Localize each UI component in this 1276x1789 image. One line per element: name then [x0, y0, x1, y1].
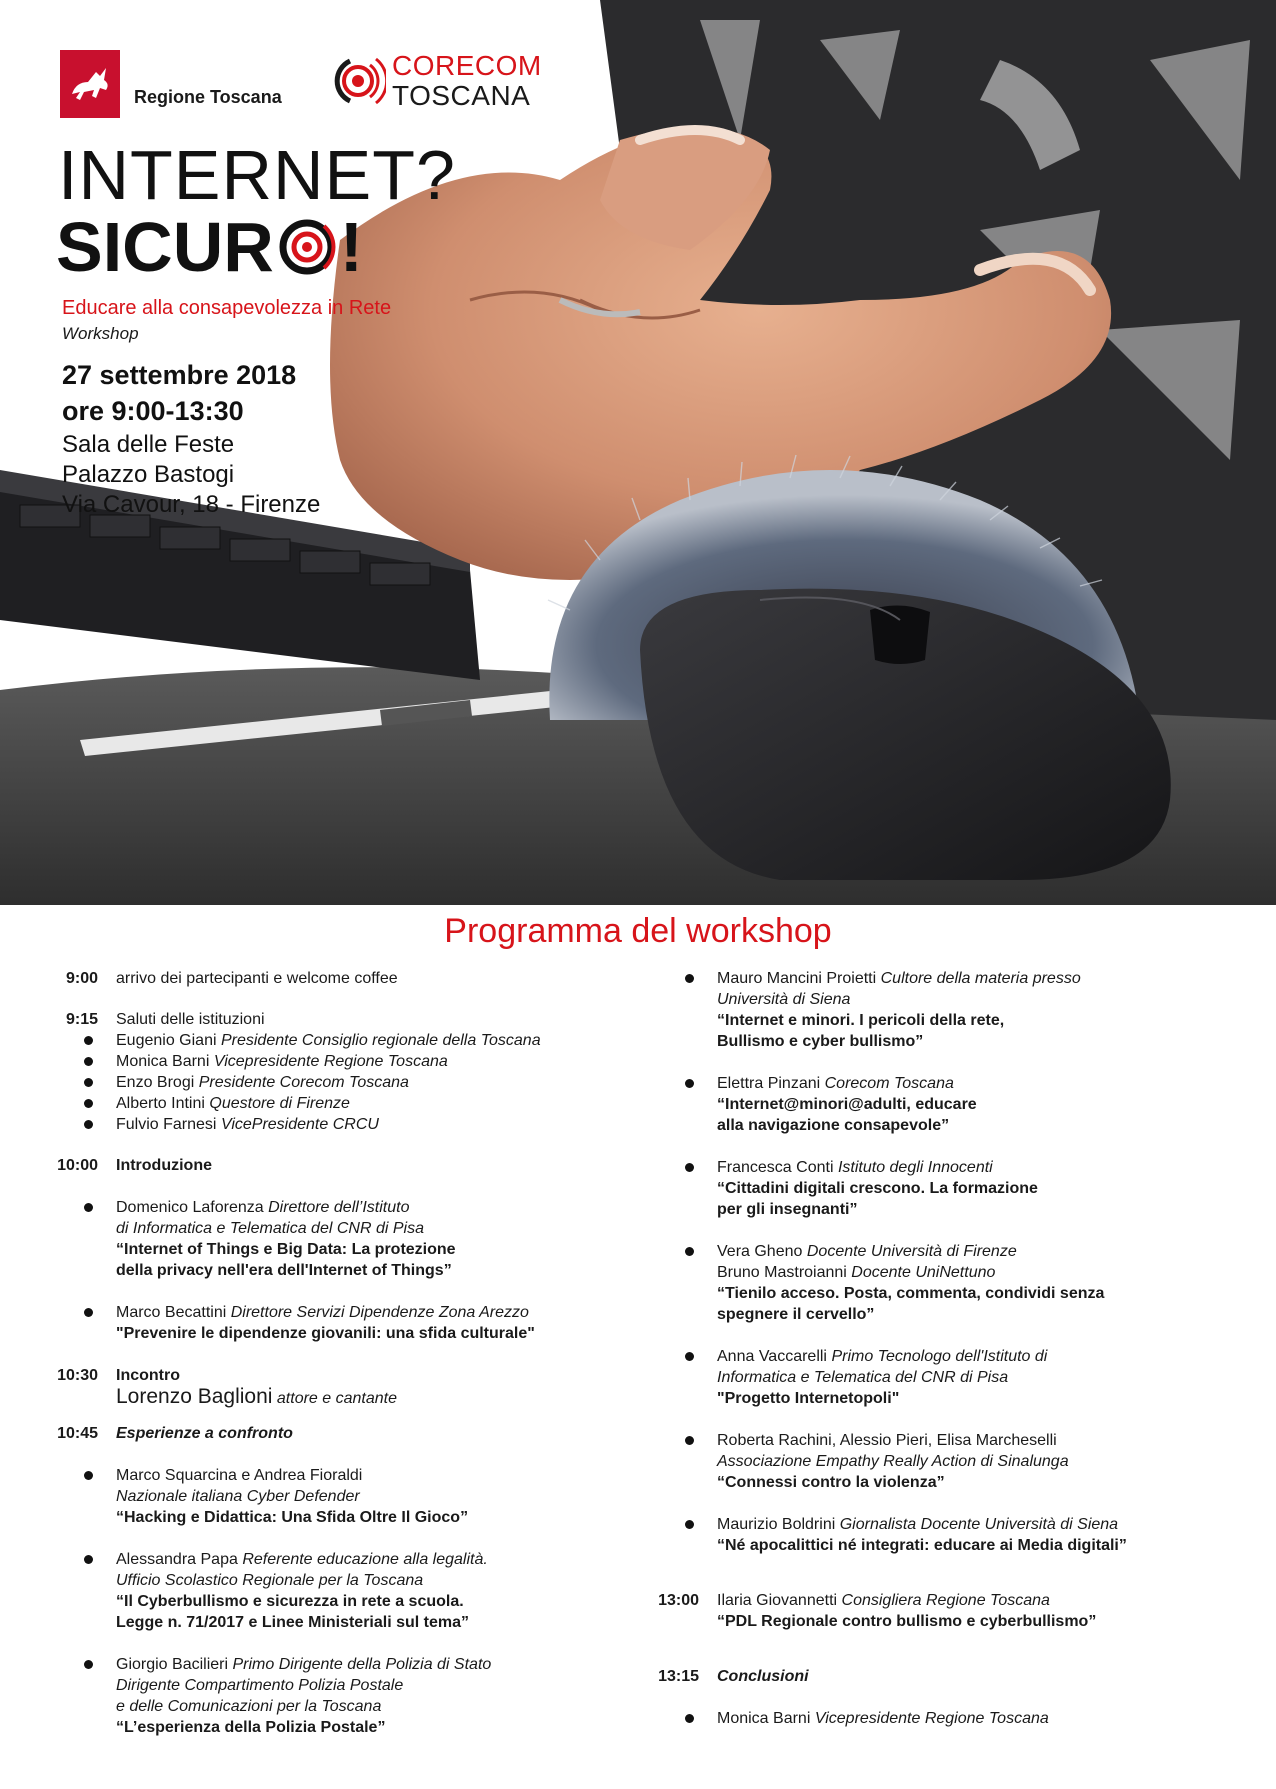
speaker-role: Vicepresidente Regione Toscana: [814, 1710, 1049, 1727]
speaker-role: Consigliera Regione Toscana: [841, 1592, 1050, 1609]
speaker-role: Corecom Toscana: [824, 1075, 954, 1092]
list-item: [645, 1241, 1265, 1325]
slot-time: 10:45: [57, 1425, 98, 1442]
list-item: [645, 1430, 1265, 1493]
list-item: [645, 1157, 1265, 1220]
list-item: [645, 1514, 1265, 1556]
slot-time: 9:00: [65, 970, 98, 987]
bullet-icon: [84, 1660, 93, 1669]
corecom-name: CORECOM: [392, 50, 542, 81]
speaker-name: Marco Squarcina e Andrea Fioraldi: [116, 1467, 363, 1484]
pegasus-icon: [60, 50, 120, 118]
event-type: Workshop: [62, 324, 139, 343]
talk-title: della privacy nell'era dell'Internet of Things”: [116, 1262, 452, 1279]
subtitle: Educare alla consapevolezza in Rete: [62, 297, 392, 319]
corecom-region: TOSCANA: [392, 80, 531, 111]
speaker-role: Cultore della materia presso: [880, 970, 1081, 987]
program-left-column: [44, 968, 639, 1738]
speaker-role: Direttore dell’Istituto: [268, 1199, 410, 1216]
slot-10-30: [44, 1365, 639, 1409]
corecom-logo: [330, 52, 542, 110]
bullet-icon: [685, 1163, 694, 1172]
talk-title: “L’esperienza della Polizia Postale”: [116, 1719, 386, 1736]
speaker-name: Domenico Laforenza: [116, 1199, 264, 1216]
bullet-icon: [84, 1057, 93, 1066]
speaker-role: Vicepresidente Regione Toscana: [213, 1053, 448, 1070]
talk-title: Bullismo e cyber bullismo”: [717, 1033, 924, 1050]
bullet-icon: [84, 1099, 93, 1108]
slot-10-00: [44, 1155, 639, 1176]
list-item: [44, 1302, 639, 1344]
bullet-icon: [685, 1247, 694, 1256]
bullet-icon: [685, 1520, 694, 1529]
list-item: [645, 1346, 1265, 1409]
speaker-role: Nazionale italiana Cyber Defender: [116, 1488, 360, 1505]
event-date: 27 settembre 2018: [62, 360, 297, 390]
bullet-icon: [84, 1308, 93, 1317]
event-venue: [62, 430, 320, 520]
bullet-icon: [685, 1714, 694, 1723]
speaker-role: Referente educazione alla legalità.: [242, 1551, 488, 1568]
guest-name: Lorenzo Baglioni: [116, 1385, 273, 1408]
speaker-role: e delle Comunicazioni per la Toscana: [116, 1698, 382, 1715]
talk-title: “Internet of Things e Big Data: La protezione: [116, 1241, 456, 1258]
slot-time: 10:30: [57, 1367, 98, 1384]
bullet-icon: [84, 1555, 93, 1564]
speaker-role: VicePresidente CRCU: [220, 1116, 379, 1133]
bullet-icon: [685, 1079, 694, 1088]
speaker-name: Fulvio Farnesi: [116, 1116, 217, 1133]
speaker-role: Docente Università di Firenze: [806, 1243, 1017, 1260]
talk-title: spegnere il cervello”: [717, 1306, 875, 1323]
speaker-name: Enzo Brogi: [116, 1074, 195, 1091]
talk-title: alla navigazione consapevole”: [717, 1117, 950, 1134]
slot-9-15: [44, 1009, 639, 1030]
event-hours: ore 9:00-13:30: [62, 396, 244, 426]
speaker-role: Questore di Firenze: [209, 1095, 350, 1112]
talk-title: “Internet e minori. I pericoli della rete,: [717, 1012, 1005, 1029]
list-item: [44, 1072, 639, 1093]
speaker-name: Alessandra Papa: [116, 1551, 238, 1568]
list-item: [44, 1197, 639, 1281]
list-item: [44, 1030, 639, 1051]
speaker-name: Bruno Mastroianni: [717, 1264, 847, 1281]
slot-label: Incontro: [116, 1367, 180, 1384]
list-item: [645, 1073, 1265, 1136]
speaker-name: Elettra Pinzani: [717, 1075, 821, 1092]
list-item: [44, 1549, 639, 1633]
list-item: [645, 968, 1265, 1052]
venue-line-2: Palazzo Bastogi: [62, 461, 235, 488]
slot-time: 13:15: [658, 1668, 699, 1685]
list-item: [44, 1051, 639, 1072]
speaker-role: Primo Dirigente della Polizia di Stato: [232, 1656, 492, 1673]
speaker-name: Monica Barni: [717, 1710, 811, 1727]
talk-title: Legge n. 71/2017 e Linee Ministeriali sul tema”: [116, 1614, 470, 1631]
talk-title: “PDL Regionale contro bullismo e cyberbullismo”: [717, 1613, 1097, 1630]
signal-target-icon: [276, 216, 338, 278]
slot-time: 13:00: [658, 1592, 699, 1609]
talk-title: "Progetto Internetopoli": [717, 1390, 900, 1407]
bullet-icon: [685, 974, 694, 983]
talk-title: "Prevenire le dipendenze giovanili: una sfida culturale": [116, 1325, 535, 1342]
talk-title: per gli insegnanti”: [717, 1201, 858, 1218]
speaker-name: Anna Vaccarelli: [717, 1348, 827, 1365]
speaker-role: Istituto degli Innocenti: [837, 1159, 993, 1176]
bullet-icon: [84, 1120, 93, 1129]
signal-ring-icon: [330, 53, 386, 109]
speaker-role: Presidente Consiglio regionale della Toscana: [220, 1032, 541, 1049]
speaker-role: Docente UniNettuno: [851, 1264, 996, 1281]
slot-time: 10:00: [57, 1157, 98, 1174]
bullet-icon: [84, 1078, 93, 1087]
speaker-role: Direttore Servizi Dipendenze Zona Arezzo: [230, 1304, 529, 1321]
talk-title: “Connessi contro la violenza”: [717, 1474, 945, 1491]
event-date-time: [62, 357, 296, 429]
venue-line-1: Sala delle Feste: [62, 431, 235, 458]
title-line-1: INTERNET?: [58, 136, 456, 214]
slot-13-00: [645, 1590, 1265, 1632]
slot-label: Esperienze a confronto: [116, 1425, 293, 1442]
speaker-name: Ilaria Giovannetti: [717, 1592, 838, 1609]
slot-label: Conclusioni: [717, 1668, 809, 1685]
speaker-role: Giornalista Docente Università di Siena: [839, 1516, 1119, 1533]
list-item: [645, 1708, 1265, 1729]
talk-title: “Il Cyberbullismo e sicurezza in rete a scuola.: [116, 1593, 464, 1610]
speaker-name: Roberta Rachini, Alessio Pieri, Elisa Marcheselli: [717, 1432, 1057, 1449]
program-title: Programma del workshop: [444, 912, 832, 950]
list-item: [44, 1114, 639, 1135]
speaker-name: Vera Gheno: [717, 1243, 803, 1260]
bullet-icon: [84, 1471, 93, 1480]
speaker-name: Giorgio Bacilieri: [116, 1656, 229, 1673]
speaker-name: Francesca Conti: [717, 1159, 834, 1176]
program-right-column: [645, 968, 1265, 1729]
speaker-name: Marco Becattini: [116, 1304, 227, 1321]
list-item: [44, 1654, 639, 1738]
bullet-icon: [685, 1352, 694, 1361]
speaker-name: Eugenio Giani: [116, 1032, 217, 1049]
list-item: [44, 1093, 639, 1114]
talk-title: “Tienilo acceso. Posta, commenta, condividi senza: [717, 1285, 1105, 1302]
speaker-name: Monica Barni: [116, 1053, 210, 1070]
region-name: Regione Toscana: [134, 86, 282, 107]
talk-title: “Cittadini digitali crescono. La formazione: [717, 1180, 1038, 1197]
speaker-role: Associazione Empathy Really Action di Sinalunga: [717, 1453, 1069, 1470]
speaker-name: Mauro Mancini Proietti: [717, 970, 877, 987]
speaker-role: Primo Tecnologo dell'Istituto di: [831, 1348, 1048, 1365]
speaker-role: Presidente Corecom Toscana: [198, 1074, 409, 1091]
talk-title: “Hacking e Didattica: Una Sfida Oltre Il Gioco”: [116, 1509, 469, 1526]
talk-title: “Internet@minori@adulti, educare: [717, 1096, 977, 1113]
slot-label: Saluti delle istituzioni: [116, 1011, 265, 1028]
bullet-icon: [685, 1436, 694, 1445]
talk-title: “Né apocalittici né integrati: educare ai Media digitali”: [717, 1537, 1127, 1554]
speaker-name: Alberto Intini: [116, 1095, 205, 1112]
speaker-role: di Informatica e Telematica del CNR di Pisa: [116, 1220, 424, 1237]
slot-9-00: [44, 968, 639, 989]
bullet-icon: [84, 1036, 93, 1045]
regione-toscana-logo: [60, 50, 282, 118]
title-line-2: [56, 208, 364, 286]
speaker-name: Maurizio Boldrini: [717, 1516, 836, 1533]
slot-13-15: [645, 1666, 1265, 1687]
speaker-role: Ufficio Scolastico Regionale per la Toscana: [116, 1572, 424, 1589]
list-item: [44, 1465, 639, 1528]
slot-time: 9:15: [65, 1011, 98, 1028]
slot-label: arrivo dei partecipanti e welcome coffee: [116, 970, 398, 987]
speaker-role: Università di Siena: [717, 991, 851, 1008]
slot-10-45: [44, 1423, 639, 1444]
speaker-role: Informatica e Telematica del CNR di Pisa: [717, 1369, 1009, 1386]
guest-role: attore e cantante: [276, 1390, 397, 1407]
speaker-role: Dirigente Compartimento Polizia Postale: [116, 1677, 404, 1694]
title-line-2-suffix: !: [339, 208, 364, 286]
title-line-2-prefix: SICUR: [56, 208, 274, 286]
slot-label: Introduzione: [116, 1157, 212, 1174]
venue-line-3: Via Cavour, 18 - Firenze: [62, 491, 321, 518]
bullet-icon: [84, 1203, 93, 1212]
